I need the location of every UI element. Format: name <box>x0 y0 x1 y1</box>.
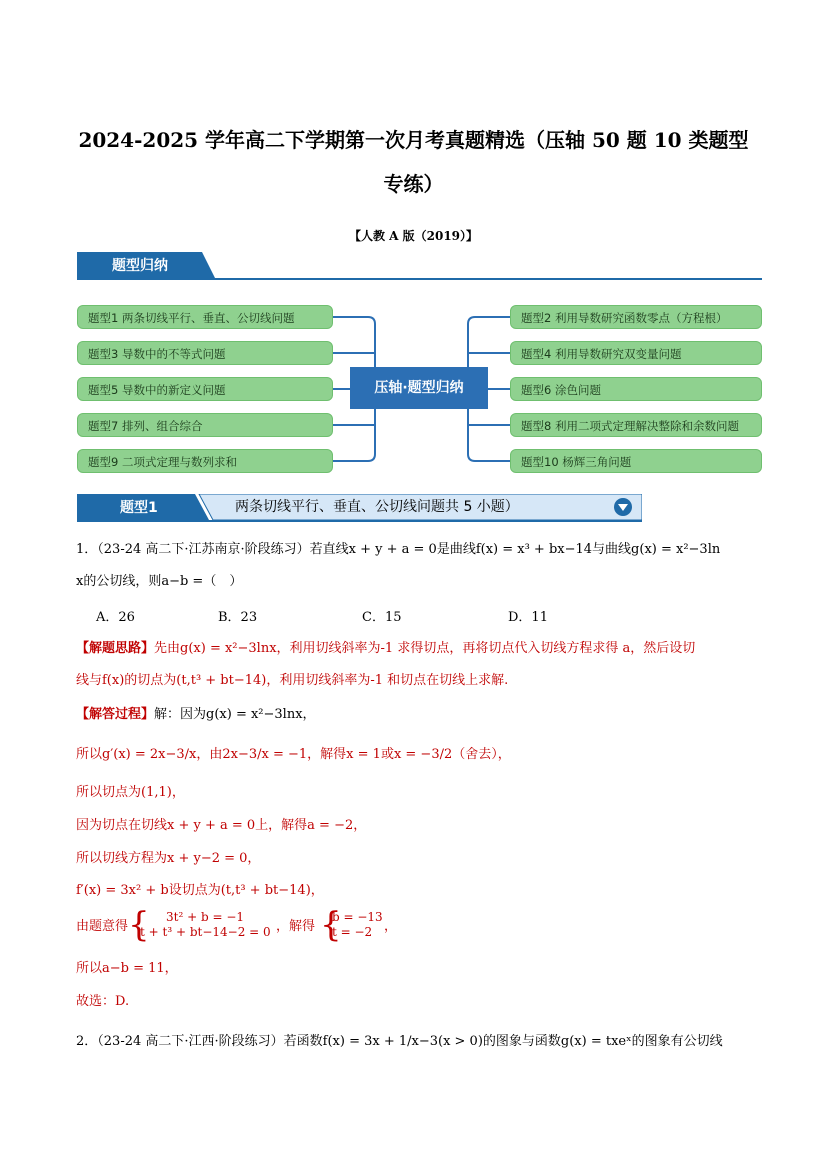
mindmap-item-type8: 题型8 利用二项式定理解决整除和余数问题 <box>510 413 762 437</box>
chevron-down-icon[interactable] <box>614 498 632 516</box>
q1-step-6-mid: ，解得 <box>276 919 316 934</box>
section-label: 题型1 <box>120 500 158 516</box>
q1-option-d: D．11 <box>508 610 548 625</box>
mindmap-item-type1: 题型1 两条切线平行、垂直、公切线问题 <box>77 305 333 329</box>
q1-system1-eq2: t + t³ + bt−14−2 = 0 <box>140 925 271 939</box>
section-divider <box>77 520 642 522</box>
q1-system2 <box>332 910 383 940</box>
q1-system2-eq2: t = −2 <box>332 925 373 939</box>
q1-step-4: 所以切线方程为x + y−2 = 0， <box>76 851 261 866</box>
section-title: 两条切线平行、垂直、公切线问题共 5 小题） <box>235 499 519 515</box>
q1-idea-text1: 先由g(x) = x²−3lnx，利用切线斜率为-1 求得切点，再将切点代入切线方程求得 a，然后设切 <box>154 641 696 656</box>
mindmap-item-type5: 题型5 导数中的新定义问题 <box>77 377 333 401</box>
q1-idea-line2: 线与f(x)的切点为(t,t³ + bt−14)，利用切线斜率为-1 和切点在切线上求解. <box>76 673 509 688</box>
q1-step-6-post: ， <box>384 919 398 934</box>
mindmap-item-type3: 题型3 导数中的不等式问题 <box>77 341 333 365</box>
q1-process-intro <box>76 706 316 724</box>
edition-label: 【人教 A 版（2019）】 <box>348 229 479 243</box>
q1-step-3: 因为切点在切线x + y + a = 0上，解得a = −2， <box>76 818 367 833</box>
q1-stem-line1: 1．（23-24 高二下·江苏南京·阶段练习）若直线x + y + a = 0是曲线f(x) = x³ + bx−14与曲线g(x) = x²−3ln <box>76 542 721 557</box>
q1-idea-line1 <box>76 640 695 658</box>
q1-step-2: 所以切点为(1,1)， <box>76 785 185 800</box>
q1-system2-brace: { <box>320 905 342 945</box>
q1-step-6-prefix: 由题意得 <box>76 919 129 934</box>
page-title-line2: 专练） <box>383 172 444 196</box>
mindmap-item-type4: 题型4 利用导数研究双变量问题 <box>510 341 762 365</box>
q1-option-c: C．15 <box>362 610 402 625</box>
q1-option-a: A．26 <box>96 610 135 625</box>
q1-process-text: 解：因为g(x) = x²−3lnx， <box>154 707 316 722</box>
q1-stem-line2: x的公切线，则a−b =（ ） <box>76 574 243 589</box>
q1-system2-eq1: b = −13 <box>332 910 383 924</box>
q1-step-8: 故选：D. <box>76 994 130 1009</box>
overview-banner-label: 题型归纳 <box>112 258 168 274</box>
q2-stem: 2．（23-24 高二下·江西·阶段练习）若函数f(x) = 3x + 1/x−3(x > 0)的图象与函数g(x) = txeˣ的图象有公切线 <box>76 1034 723 1049</box>
q1-step-1: 所以g′(x) = 2x−3/x，由2x−3/x = −1，解得x = 1或x = −3/2（舍去）， <box>76 747 511 762</box>
mindmap-item-type7: 题型7 排列、组合综合 <box>77 413 333 437</box>
q1-system1-eq1: 3t² + b = −1 <box>166 910 245 924</box>
q1-step-5: f′(x) = 3x² + b设切点为(t,t³ + bt−14)， <box>76 883 324 898</box>
q1-process-label: 【解答过程】 <box>76 707 155 722</box>
q1-step-7: 所以a−b = 11， <box>76 961 178 976</box>
q1-idea-label: 【解题思路】 <box>76 641 155 656</box>
mindmap-center: 压轴·题型归纳 <box>350 367 488 409</box>
page-title-line1: 2024-2025 学年高二下学期第一次月考真题精选（压轴 50 题 10 类题型 <box>78 128 749 152</box>
mindmap-item-type9: 题型9 二项式定理与数列求和 <box>77 449 333 473</box>
q1-system1 <box>140 910 271 940</box>
q1-system1-brace: { <box>128 905 150 945</box>
mindmap-item-type6: 题型6 涂色问题 <box>510 377 762 401</box>
q1-option-b: B．23 <box>218 610 258 625</box>
mindmap-item-type2: 题型2 利用导数研究函数零点（方程根） <box>510 305 762 329</box>
mindmap-item-type10: 题型10 杨辉三角问题 <box>510 449 762 473</box>
